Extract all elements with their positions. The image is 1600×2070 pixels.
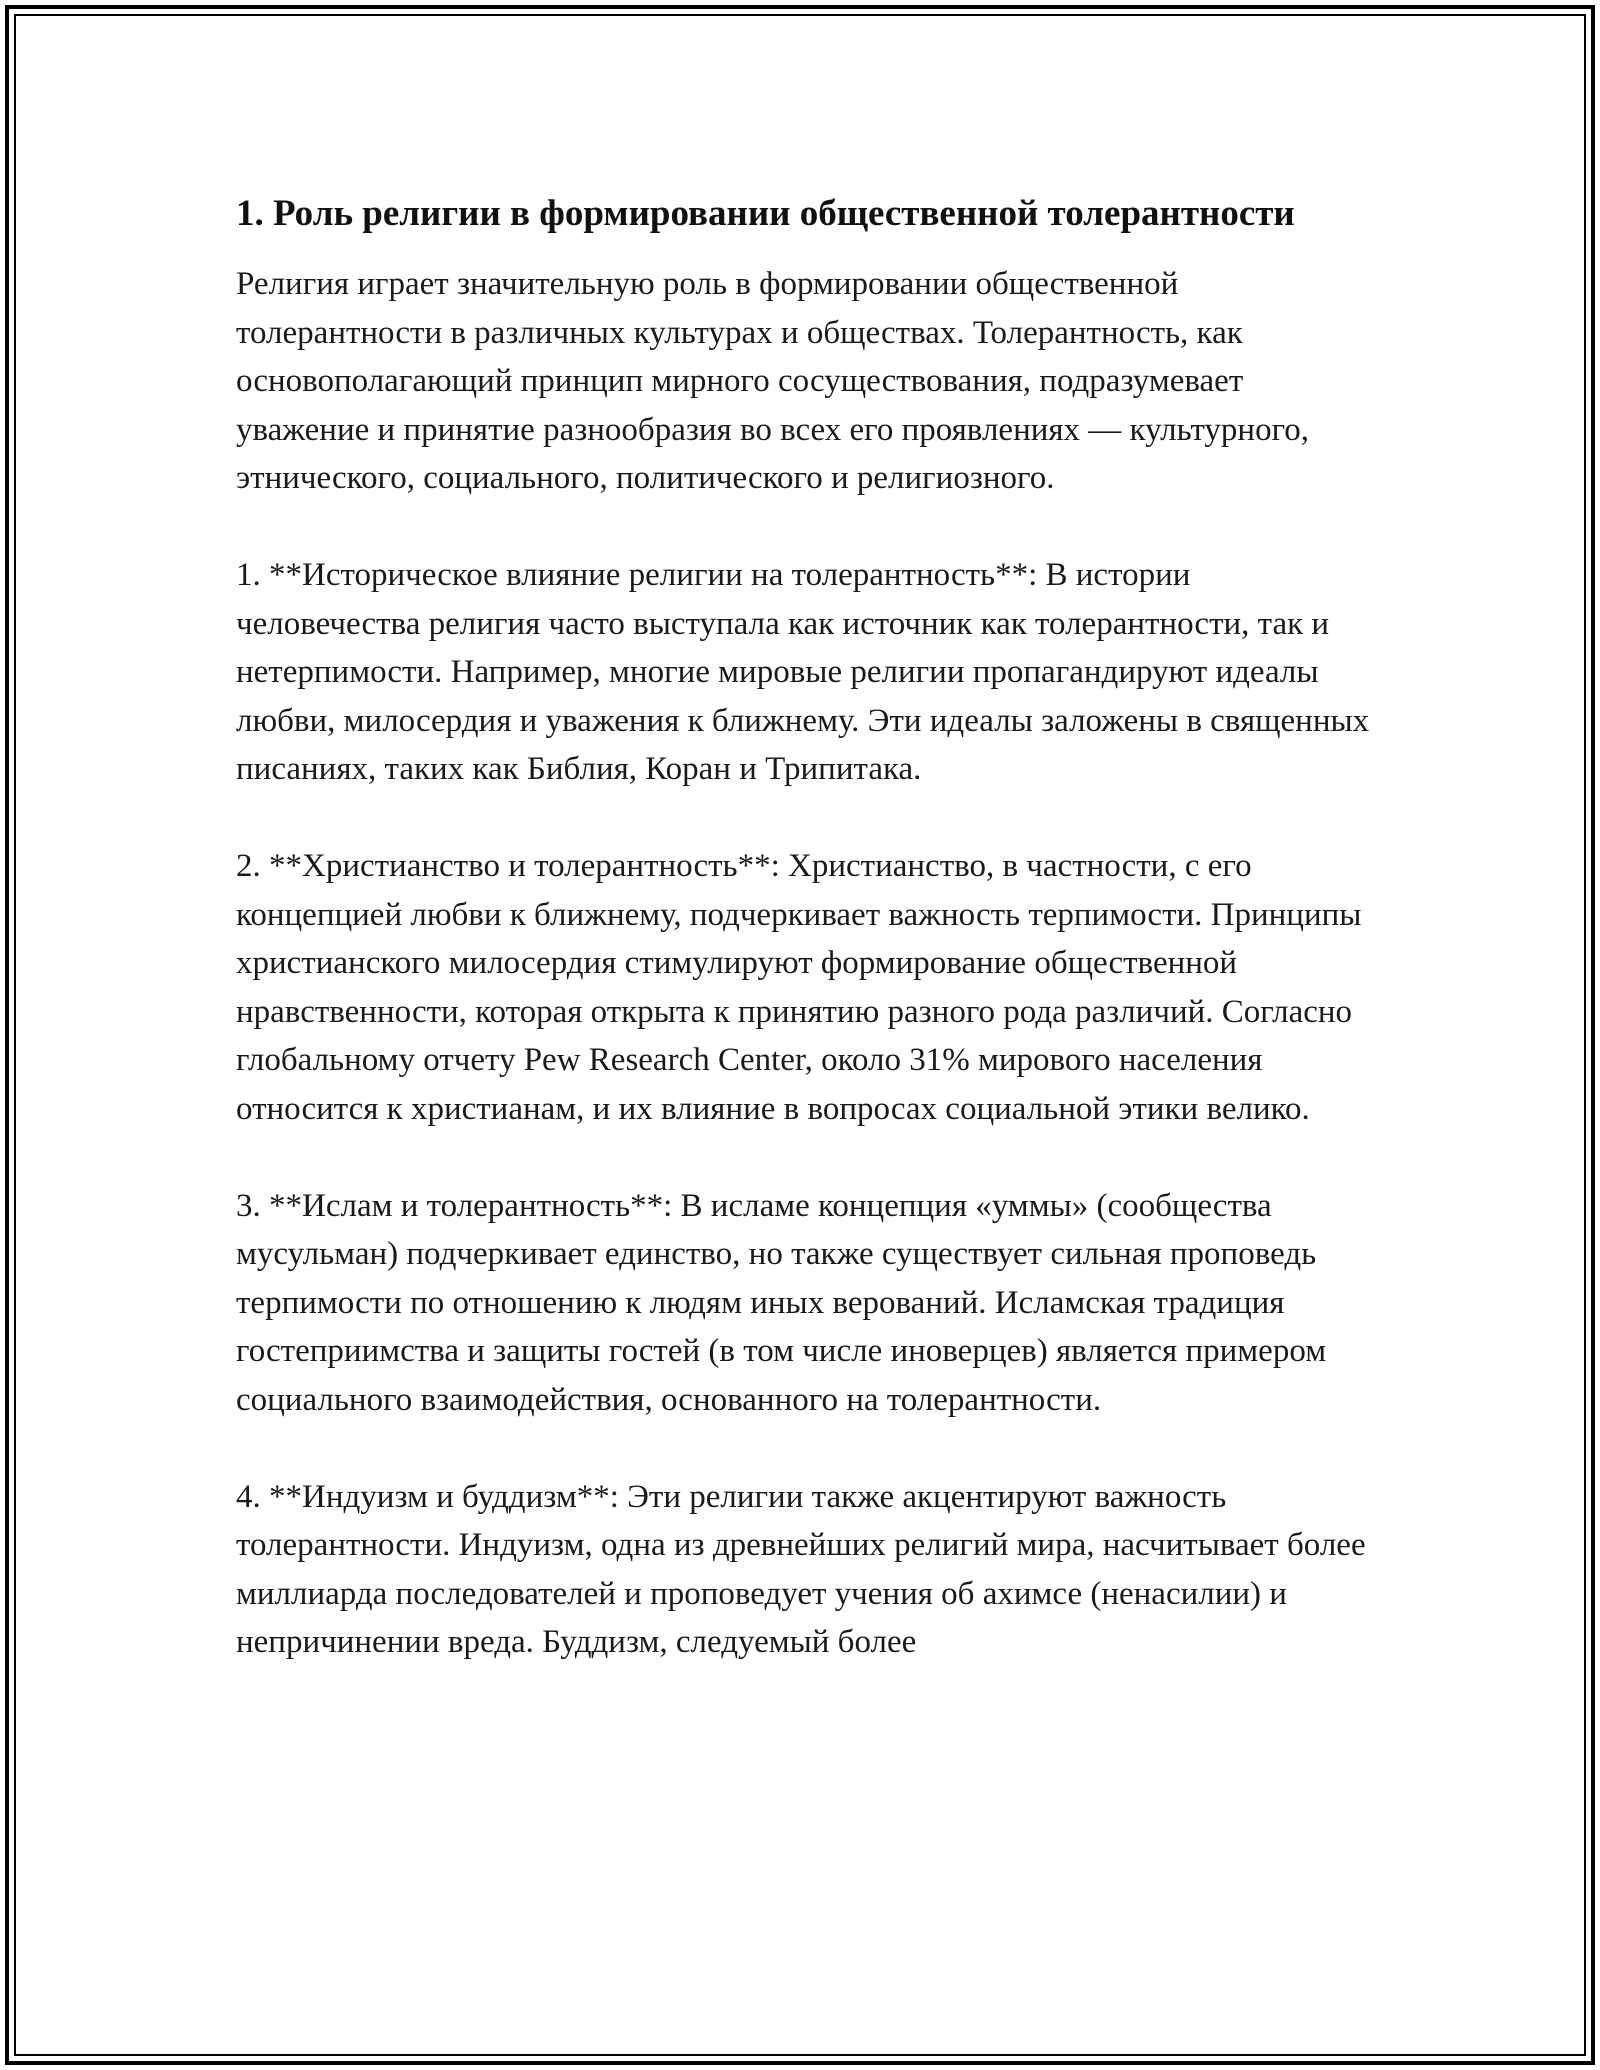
intro-paragraph: Религия играет значительную роль в формировании общественной толерантности в различных культурах и обществах. Толерантность, как основополагающий принцип мирного сосуществования, подразумевает уважение и принятие разнообразия во всех его проявлениях — культурного, этнического, социального, политического и религиозного. xyxy=(236,266,1310,496)
paragraph-historical-influence: 1. **Историческое влияние религии на толерантность**: В истории человечества религия часто выступала как источник как толерантности, так и нетерпимости. Например, многие мировые религии пропагандируют идеалы любви, милосердия и уважения к ближнему. Эти идеалы заложены в священных писаниях, таких как Библия, Коран и Трипитака. xyxy=(236,557,1370,787)
document-title: 1. Роль религии в формировании общественной толерантности xyxy=(236,193,1295,234)
paragraph-hinduism-buddhism: 4. **Индуизм и буддизм**: Эти религии также акцентируют важность толерантности. Индуизм, одна из древнейших религий мира, насчитывает более миллиарда последователей и проповедует учения об ахимсе (ненасилии) и непричинении вреда. Буддизм, следуемый более xyxy=(236,1478,1366,1660)
paragraph-christianity: 2. **Христианство и толерантность**: Христианство, в частности, с его концепцией любви к ближнему, подчеркивает важность терпимости. Принципы христианского милосердия стимулируют формирование общественной нравственности, которая открыта к принятию разного рода различий. Согласно глобальному отчету Pew Research Center, около 31% мирового населения относится к христианам, и их влияние в вопросах социальной этики велико. xyxy=(236,848,1362,1127)
document-body xyxy=(236,186,1376,1715)
paragraph-islam: 3. **Ислам и толерантность**: В исламе концепция «уммы» (сообщества мусульман) подчеркивает единство, но также существует сильная проповедь терпимости по отношению к людям иных верований. Исламская традиция гостеприимства и защиты гостей (в том числе иноверцев) является примером социального взаимодействия, основанного на толерантности. xyxy=(236,1187,1327,1418)
